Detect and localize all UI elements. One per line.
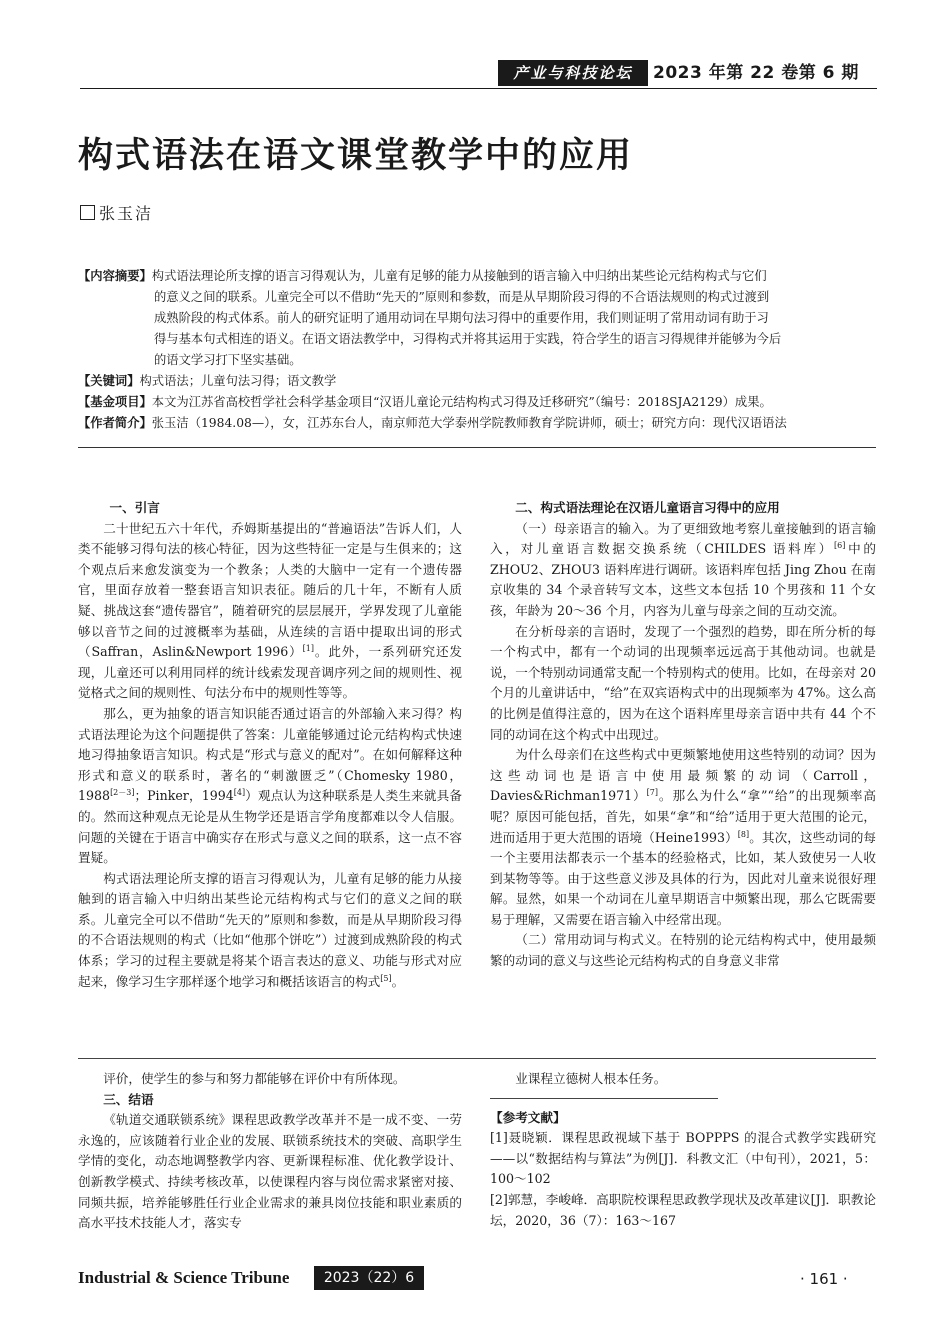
bottom-left-column bbox=[78, 1069, 462, 1234]
journal-english-name: Industrial & Science Tribune bbox=[78, 1268, 290, 1287]
abstract-line: 成熟阶段的构式体系。前人的研究证明了通用动词在早期句法习得中的重要作用，我们则证明了常用动词有助于习 bbox=[154, 311, 769, 325]
section-heading-intro: 一、引言 bbox=[109, 500, 160, 515]
abstract-line: 得与基本句式相连的语义。在语文语法教学中，习得构式并将其运用于实践，符合学生的语言习得规律并能够为今后 bbox=[154, 332, 782, 346]
abstract-line: 的意义之间的联系。儿童完全可以不借助“先天的”原则和参数，而是从早期阶段习得的不合语法规则的构式过渡到 bbox=[154, 290, 770, 304]
keywords-text: 构式语法；儿童句法习得；语文教学 bbox=[139, 374, 337, 388]
page-number: · 161 · bbox=[800, 1270, 848, 1288]
journal-name-box: 产业与科技论坛 bbox=[498, 60, 648, 86]
subheading: （一）母亲语言的输入。 bbox=[515, 520, 658, 536]
paragraph: （一）母亲语言的输入。为了更细致地考察儿童接触到的语言输入，对儿童语言数据交换系统（CHILDES 语料库）[6]中的 ZHOU2、ZHOU3 语料库进行调研。该语料库包括 Jing Zhou 在南京收集的 34 个录音转写文本，这些文本包括 10 个男孩和 11 个女孩，年龄为 20～36 个月，内容为儿童与母亲之间的互动交流。 bbox=[490, 520, 877, 618]
bio-label: 【作者简介】 bbox=[78, 416, 152, 430]
abstract-label: 【内容摘要】 bbox=[78, 269, 152, 283]
square-marker-icon bbox=[80, 205, 95, 220]
paragraph: 为什么母亲们在这些构式中更频繁地使用这些特别的动词？因为这些动词也是语言中使用最频繁的动词（Carroll，Davies&Richman1971）[7]。那么为什么“拿”“给”的出现频率高呢？原因可能包括，首先，如果“拿”和“给”适用于更大范围的论元，进而适用于更大范围的语境（Heine1993）[8]。其次，这些动词的每一个主要用法都表示一个基本的经验格式，比如，某人致使另一人收到某物等等。由于这些意义涉及具体的行为，因此对儿童来说很好理解。显然，如果一个动词在儿童早期语言中频繁出现，那么它既需要易于理解，又需要在语言输入中经常出现。 bbox=[490, 747, 877, 927]
paragraph: （二）常用动词与构式义。在特别的论元结构构式中，使用最频繁的动词的意义与这些论元结构构式的自身意义非常 bbox=[490, 932, 877, 969]
issue-info: 2023 年第 22 卷第 6 期 bbox=[653, 63, 859, 83]
paragraph: 构式语法理论所支撑的语言习得观认为，儿童有足够的能力从接触到的语言输入中归纳出某些论元结构构式与它们的意义之间的联系。儿童完全可以不借助“先天的”原则和参数，而是从早期阶段习得的不合语法规则的构式（比如“他那个饼吃”）过渡到成熟阶段的构式体系；学习的过程主要就是将某个语言表达的意义、功能与形式对应起来，像学习生字那样逐个地学习和概括该语言的构式[5]。 bbox=[78, 870, 462, 989]
paragraph: 评价，使学生的参与和努力都能够在评价中有所体现。 bbox=[103, 1071, 406, 1086]
reference-item: [2]郭慧，李峻峰．高职院校课程思政教学现状及改革建议[J]．职教论坛，2020，36（7）：163～167 bbox=[490, 1191, 876, 1228]
subheading: （二）常用动词与构式义。 bbox=[515, 932, 670, 948]
right-column bbox=[490, 498, 876, 972]
fund-label: 【基金项目】 bbox=[78, 395, 152, 409]
section-heading-conclusion: 三、结语 bbox=[103, 1091, 154, 1107]
section-divider-rule bbox=[78, 1058, 876, 1059]
references-rule bbox=[490, 1098, 718, 1099]
reference-item: [1]聂晓颖．课程思政视域下基于 BOPPPS 的混合式教学实践研究——以“数据结构与算法”为例[J]．科教文汇（中旬刊），2021，5：100～102 bbox=[490, 1130, 876, 1187]
paragraph: 《轨道交通联锁系统》课程思政教学改革并不是一成不变、一劳永逸的，应该随着行业企业的发展、联锁系统技术的突破、高职学生学情的变化，动态地调整教学内容、更新课程标准、优化教学设计、创新教学模式、持续考核改革，以使课程内容与岗位需求紧密对接、同频共振，培养能够胜任行业企业需求的兼具岗位技能和职业素质的高水平技术技能人才，落实专 bbox=[78, 1112, 462, 1231]
paragraph: 二十世纪五六十年代，乔姆斯基提出的“普遍语法”告诉人们，人类不能够习得句法的核心特征，因为这些特征一定是与生俱来的；这个观点后来愈发演变为一个教条；人类的大脑中一定有一个遗传器官，里面存放着一整套语言知识表征。随后的几十年，不断有人质疑、挑战这套“遗传器官”，随着研究的层层展开，学界发现了儿童能够以音节之间的过渡概率为基础，从连续的言语中提取出词的形式（Saffran，Aslin&Newport 1996）[1]。此外，一系列研究还发现，儿童还可以利用同样的统计线索发现音调序列之间的规则性、视觉格式之间的规则性、句法分布中的规则性等等。 bbox=[78, 520, 463, 701]
paragraph: 那么，更为抽象的语言知识能否通过语言的外部输入来习得？构式语法理论为这个问题提供了答案：儿童能够通过论元结构构式快速地习得抽象语言知识。构式是“形式与意义的配对”。在如何解释这种形式和意义的联系时，著名的“刺激匮乏”（Chomesky 1980，1988[2－3]；Pinker，1994[4]）观点认为这种联系是人类生来就具备的。然而这种观点无论是从生物学还是语言学角度都难以令人信服。问题的关键在于语言中确实存在形式与意义之间的联系，这一点不容置疑。 bbox=[78, 705, 463, 866]
left-column bbox=[78, 498, 462, 992]
references-title: 【参考文献】 bbox=[490, 1109, 566, 1125]
article-title: 构式语法在语文课堂教学中的应用 bbox=[78, 136, 634, 176]
abstract-line: 的语文学习打下坚实基础。 bbox=[154, 353, 302, 367]
paragraph: 业课程立德树人根本任务。 bbox=[515, 1071, 667, 1086]
footer-issue-box: 2023（22）6 bbox=[314, 1266, 424, 1290]
bio-text: 张玉洁（1984.08—），女，江苏东台人，南京师范大学泰州学院教师教育学院讲师，硕士；研究方向：现代汉语语法 bbox=[151, 416, 787, 430]
section-heading-application: 二、构式语法理论在汉语儿童语言习得中的应用 bbox=[515, 500, 780, 515]
abstract-rule bbox=[78, 447, 876, 448]
keywords-label: 【关键词】 bbox=[78, 374, 140, 388]
abstract-line: 构式语法理论所支撑的语言习得观认为，儿童有足够的能力从接触到的语言输入中归纳出某些论元结构构式与它们 bbox=[151, 269, 767, 283]
author-line bbox=[80, 201, 153, 224]
author-name: 张玉洁 bbox=[99, 204, 154, 223]
paragraph: 在分析母亲的言语时，发现了一个强烈的趋势，即在所分析的每一个构式中，都有一个动词的出现频率远远高于其他动词。也就是说，一个特别动词通常支配一个特别构式的使用。比如，在母亲对 20 个月的儿童讲话中，“给”在双宾语构式中的出现频率为 47%。这么高的比例是值得注意的，因为在这个语料库里母亲言语中共有 44 个不同的动词在这个构式中出现过。 bbox=[490, 623, 876, 742]
abstract-block bbox=[78, 266, 876, 434]
header-rule bbox=[80, 88, 877, 89]
fund-text: 本文为江苏省高校哲学社会科学基金项目“汉语儿童论元结构构式习得及迁移研究”（编号：2018SJA2129）成果。 bbox=[151, 395, 772, 409]
bottom-right-column bbox=[490, 1069, 876, 1231]
